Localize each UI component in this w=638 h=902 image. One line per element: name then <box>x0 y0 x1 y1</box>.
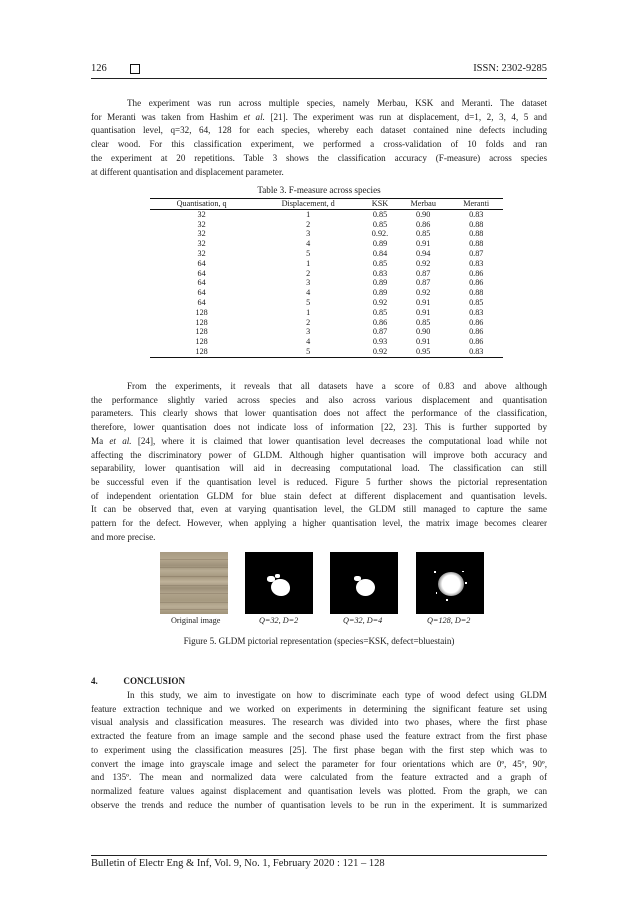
table-cell: 0.91 <box>416 297 431 307</box>
table-cell: 2 <box>306 268 311 278</box>
text-line: pattern for the defect. However, when applying a higher quantisation level, the matrix image becomes clearer <box>91 518 547 529</box>
text-line: In this study, we aim to investigate on how to discriminate each type of wood defect using GLDM <box>127 690 547 700</box>
table-cell: 3 <box>306 278 311 288</box>
figure-caption: Figure 5. GLDM pictorial representation (species=KSK, defect=bluestain) <box>183 636 455 646</box>
footer-rule <box>91 855 547 856</box>
figure-label: Q=32, D=4 <box>343 616 383 625</box>
table-cell: 3 <box>306 327 311 337</box>
table-cell: 5 <box>306 297 311 307</box>
table-cell: 64 <box>197 297 206 307</box>
table-cell: 0.92 <box>416 288 431 298</box>
text-line: be successful even if the quantisation level is reduced. Figure 5 further shows the pictorial representation <box>91 476 547 487</box>
table-cell: 128 <box>195 317 208 327</box>
table-cell: 0.87 <box>416 278 431 288</box>
page-footer: Bulletin of Electr Eng & Inf, Vol. 9, No. 1, February 2020 : 121 – 128 <box>91 858 385 869</box>
text-line: affecting the discriminatory power of GLDM. Although higher quantisation will improve both accuracy and <box>91 449 547 460</box>
table-row <box>150 327 503 337</box>
table-row <box>150 337 503 347</box>
col-header: Displacement, d <box>253 199 363 210</box>
table-cell: 4 <box>306 337 311 347</box>
figure-label: Q=32, D=2 <box>259 616 299 625</box>
table-cell: 0.92. <box>371 229 389 239</box>
col-header: Meranti <box>449 199 503 210</box>
table-cell: 32 <box>197 209 206 219</box>
table-cell: 0.85 <box>372 219 388 229</box>
col-header: KSK <box>363 199 397 210</box>
table-cell: 0.90 <box>416 209 431 219</box>
table-cell: 0.83 <box>469 209 484 219</box>
table-cell: 0.88 <box>469 219 484 229</box>
gldm-image-q128-d2 <box>416 552 484 614</box>
gldm-image-q32-d4 <box>330 552 398 614</box>
text-line: convert the image into grayscale image and select the parameter for four orientations which are 0º, 45º, 90º, <box>91 758 547 769</box>
table-cell: 0.88 <box>469 229 484 239</box>
section-number: 4. <box>91 676 98 686</box>
text-line: and 135º. The mean and normalized data were calculated from the feature extracted and a graph of <box>91 772 547 783</box>
text-line: observe the trends and reduce the number of quantisation levels to be run in the experiment. It is summarized <box>91 799 547 810</box>
table-cell: 0.83 <box>372 268 388 278</box>
text-line: From the experiments, it reveals that all datasets have a score of 0.83 and above although <box>127 381 547 391</box>
table-row <box>150 259 503 269</box>
paragraph-1 <box>91 97 547 179</box>
table-cell: 0.86 <box>469 278 484 288</box>
table-cell: 0.86 <box>372 317 388 327</box>
text-line: parameters. This clearly shows that lower quantisation does not affect the performance of the classification, <box>91 408 547 419</box>
square-icon <box>130 64 140 74</box>
original-wood-image <box>160 552 228 614</box>
table-cell: 0.87 <box>416 268 431 278</box>
paragraph-2 <box>91 380 547 544</box>
col-header: Merbau <box>397 199 450 210</box>
text-line: for Meranti was taken from Hashim et al. [21]. The experiment was run at displacement, d=1, 2, 3, 4, 5 and <box>91 111 547 122</box>
table-cell: 64 <box>197 268 206 278</box>
col-header: Quantisation, q <box>150 199 253 210</box>
table-body <box>150 209 503 357</box>
table-cell: 0.92 <box>363 347 397 357</box>
table-row <box>150 220 503 230</box>
table-cell: 0.88 <box>469 288 484 298</box>
table-cell: 0.86 <box>469 268 484 278</box>
figure-5 <box>160 552 484 614</box>
table-cell: 0.89 <box>372 288 388 298</box>
table-cell: 0.83 <box>469 258 484 268</box>
table-cell: 2 <box>306 219 311 229</box>
table-cell: 32 <box>197 248 206 258</box>
table-cell: 32 <box>197 229 206 239</box>
header-rule <box>91 78 547 79</box>
table-row <box>150 269 503 279</box>
table-cell: 0.91 <box>416 239 431 249</box>
table-cell: 4 <box>306 239 311 249</box>
table-row <box>150 249 503 259</box>
table-cell: 0.85 <box>372 209 388 219</box>
text-line: It can be observed that, even at varying quantisation level, the GLDM still managed to capture the same <box>91 504 547 515</box>
table-cell: 0.87 <box>372 327 388 337</box>
section-heading <box>91 676 185 686</box>
table-cell: 128 <box>195 307 208 317</box>
table-row <box>150 288 503 298</box>
text-line: and more precise. <box>91 531 156 542</box>
table-cell: 0.94 <box>416 248 431 258</box>
text-line: extracted the feature from an image sample and the second phase used the feature extract from the first phase <box>91 731 547 742</box>
table-row <box>150 347 503 357</box>
text-line: clear wood. For this classification experiment, we performed a cross-validation of 10 folds and ran <box>91 139 547 150</box>
table-cell: 64 <box>197 258 206 268</box>
text-line: the performance slightly varied across species and also across various displacement and quantisation <box>91 394 547 405</box>
table-row <box>150 239 503 249</box>
table-cell: 1 <box>306 307 311 317</box>
table-cell: 1 <box>306 258 311 268</box>
paragraph-3 <box>91 689 547 812</box>
table-cell: 0.95 <box>397 347 450 357</box>
table-header-row <box>150 199 503 210</box>
table-cell: 4 <box>306 288 311 298</box>
table-cell: 5 <box>306 248 311 258</box>
text-line: Ma et al. [24], where it is claimed that lower quantisation level decreases the computational load while not <box>91 435 547 446</box>
table-row <box>150 308 503 318</box>
table-cell: 0.93 <box>372 337 388 347</box>
table-cell: 0.85 <box>469 297 484 307</box>
table-row <box>150 209 503 219</box>
text-line: quantisation level, q=32, 64, 128 for each species, whereby each dataset contained nine defects including <box>91 125 547 136</box>
table-cell: 32 <box>197 239 206 249</box>
table-cell: 0.90 <box>416 327 431 337</box>
table-cell: 3 <box>306 229 311 239</box>
table-cell: 0.85 <box>372 258 388 268</box>
table-row <box>150 298 503 308</box>
table-cell: 0.91 <box>416 337 431 347</box>
text-line: separability, lower quantisation will aid in decreasing computational load. The classification can still <box>91 463 547 474</box>
text-line: therefore, lower quantisation does not indicate loss of information [22, 23]. This is further supported by <box>91 422 547 433</box>
table-cell: 128 <box>150 347 253 357</box>
table-cell: 0.83 <box>469 307 484 317</box>
table-cell: 64 <box>197 288 206 298</box>
table-caption: Table 3. F-measure across species <box>257 185 381 195</box>
table-cell: 0.86 <box>469 337 484 347</box>
fmeasure-table <box>150 198 503 358</box>
text-line: the experiment at 20 repetitions. Table 3 shows the classification accuracy (F-measure) across species <box>91 152 547 163</box>
figure-label: Original image <box>171 616 221 625</box>
table-cell: 5 <box>253 347 363 357</box>
text-line: feature extraction technique and we worked on experiments in determining the significant feature set using <box>91 703 547 714</box>
table-cell: 64 <box>197 278 206 288</box>
table-cell: 0.88 <box>469 239 484 249</box>
table-cell: 32 <box>197 219 206 229</box>
table-cell: 128 <box>195 327 208 337</box>
table-cell: 0.85 <box>416 229 431 239</box>
table-cell: 0.92 <box>416 258 431 268</box>
figure-label: Q=128, D=2 <box>427 616 471 625</box>
table-cell: 0.85 <box>372 307 388 317</box>
text-line: visual analysis and classification measures. The research was divided into two phases, where the first phase <box>91 717 547 728</box>
text-line: of independent orientation GLDM for blue stain defect at different displacement and quantisation levels. <box>91 490 547 501</box>
table-row <box>150 278 503 288</box>
table-cell: 0.89 <box>372 239 388 249</box>
section-title: CONCLUSION <box>123 676 186 686</box>
page-number: 126 <box>91 63 107 74</box>
issn: ISSN: 2302-9285 <box>473 63 547 74</box>
table-cell: 0.84 <box>372 248 388 258</box>
text-line: The experiment was run across multiple species, namely Merbau, KSK and Meranti. The dataset <box>127 98 547 108</box>
table-cell: 0.86 <box>469 327 484 337</box>
table-row <box>150 318 503 328</box>
table-cell: 0.92 <box>372 297 388 307</box>
table-cell: 0.86 <box>416 219 431 229</box>
text-line: to experiment using the classification measures [25]. The first phase began with the first step which was to <box>91 744 547 755</box>
text-line: normalized feature values against displacement and quantisation levels was plotted. From the graph, we can <box>91 785 547 796</box>
table-cell: 0.91 <box>416 307 431 317</box>
table-cell: 1 <box>306 209 311 219</box>
table-cell: 128 <box>195 337 208 347</box>
table-cell: 2 <box>306 317 311 327</box>
table-cell: 0.89 <box>372 278 388 288</box>
table-cell: 0.87 <box>469 248 484 258</box>
gldm-image-q32-d2 <box>245 552 313 614</box>
text-line: at different quantisation and displacement parameter. <box>91 166 284 177</box>
table-row <box>150 229 503 239</box>
table-cell: 0.86 <box>469 317 484 327</box>
table-cell: 0.85 <box>416 317 431 327</box>
table-cell: 0.83 <box>449 347 503 357</box>
